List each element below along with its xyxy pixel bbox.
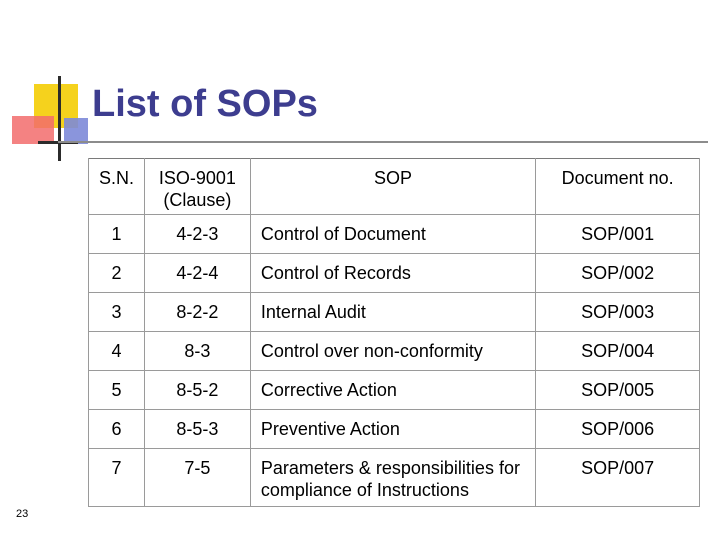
logo-vertical-line [58, 76, 61, 161]
header-sn: S.N. [89, 159, 145, 215]
cell-doc: SOP/006 [536, 410, 700, 449]
table-row [89, 410, 700, 449]
cell-sn: 4 [89, 332, 145, 371]
cell-sop: Corrective Action [250, 371, 535, 410]
cell-sop: Control of Document [250, 215, 535, 254]
cell-doc: SOP/003 [536, 293, 700, 332]
cell-clause: 4-2-4 [144, 254, 250, 293]
cell-sop: Internal Audit [250, 293, 535, 332]
cell-doc: SOP/004 [536, 332, 700, 371]
cell-clause: 8-2-2 [144, 293, 250, 332]
table-row [89, 449, 700, 507]
cell-sop: Control of Records [250, 254, 535, 293]
slide-title: List of SOPs [92, 83, 318, 125]
cell-clause: 7-5 [144, 449, 250, 507]
cell-sop: Preventive Action [250, 410, 535, 449]
cell-doc: SOP/001 [536, 215, 700, 254]
cell-clause: 8-3 [144, 332, 250, 371]
cell-sop: Parameters & responsibilities for compliance of Instructions [250, 449, 535, 507]
cell-doc: SOP/007 [536, 449, 700, 507]
logo-red-square [12, 116, 54, 144]
cell-sn: 3 [89, 293, 145, 332]
cell-doc: SOP/005 [536, 371, 700, 410]
cell-sn: 2 [89, 254, 145, 293]
cell-clause: 8-5-3 [144, 410, 250, 449]
table-row [89, 254, 700, 293]
cell-sop: Control over non-conformity [250, 332, 535, 371]
cell-clause: 8-5-2 [144, 371, 250, 410]
table-header-row [89, 159, 700, 215]
sop-table [88, 158, 700, 507]
page-number: 23 [16, 508, 29, 520]
cell-clause: 4-2-3 [144, 215, 250, 254]
table-row [89, 215, 700, 254]
cell-sn: 1 [89, 215, 145, 254]
table-row [89, 371, 700, 410]
table-row [89, 293, 700, 332]
table-row [89, 332, 700, 371]
header-document-no: Document no. [536, 159, 700, 215]
cell-sn: 5 [89, 371, 145, 410]
title-underline [58, 141, 708, 143]
cell-sn: 6 [89, 410, 145, 449]
cell-doc: SOP/002 [536, 254, 700, 293]
cell-sn: 7 [89, 449, 145, 507]
header-sop: SOP [250, 159, 535, 215]
header-iso-clause: ISO-9001 (Clause) [144, 159, 250, 215]
